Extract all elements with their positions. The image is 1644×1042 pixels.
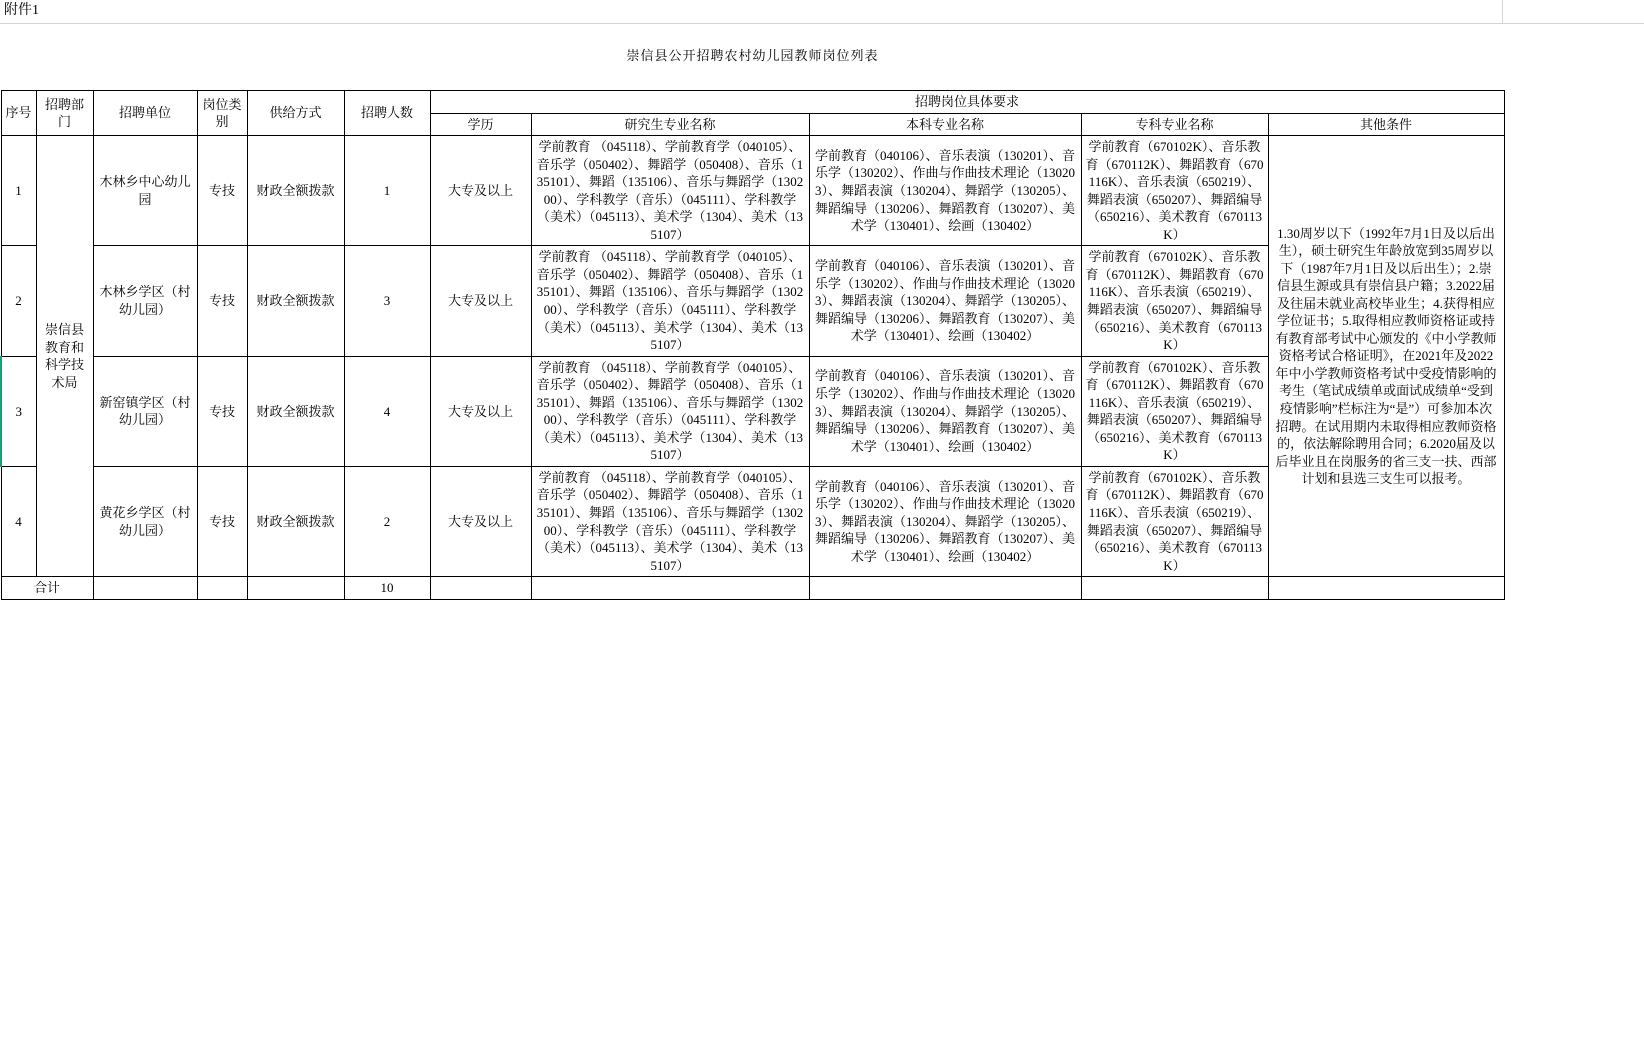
title-row-filler (1504, 24, 1644, 91)
cell-education: 大专及以上 (430, 246, 531, 356)
cell-other-conditions: 1.30周岁以下（1992年7月1日及以后出生），硕士研究生年龄放宽到35周岁以下（1987年7月1日及以后出生）；2.崇信县生源或具有崇信县户籍；3.2022届及往届未就业高校毕业生；4.获得相应学位证书；5.取得相应教师资格证或持有教育部考试中心颁发的《中小学教师资格考试合格证明》，在2021年及2022年中小学教师资格考试中受疫情影响的考生（笔试成绩单或面试成绩单“受到疫情影响”栏标注为“是”）可参加本次招聘。在试用期内未取得相应教师资格的，依法解除聘用合同；6.2020届及以后毕业且在岗服务的省三支一扶、西部计划和县选三支生可以报考。 (1268, 136, 1504, 577)
cell-job-category: 专技 (197, 466, 247, 576)
cell-undergrad-majors: 学前教育（040106）、音乐表演（130201）、音乐学（130202）、作曲与作曲技术理论（130203）、舞蹈表演（130204）、舞蹈学（130205）、舞蹈编导（130206）、舞蹈教育（130207）、美术学（130401）、绘画（130402） (809, 466, 1081, 576)
cell-graduate-majors: 学前教育 （045118）、学前教育学（040105）、音乐学（050402）、舞蹈学（050408）、音乐（135101）、舞蹈（135106）、音乐与舞蹈学（130200）、学科教学（音乐）（045111）、学科教学（美术）（045113）、美术学（1304）、美术（135107） (531, 466, 809, 576)
cell-job-category: 专技 (197, 356, 247, 466)
total-undergrad-blank (809, 577, 1081, 600)
cell-graduate-majors: 学前教育 （045118）、学前教育学（040105）、音乐学（050402）、舞蹈学（050408）、音乐（135101）、舞蹈（135106）、音乐与舞蹈学（130200）、学科教学（音乐）（045111）、学科教学（美术）（045113）、美术学（1304）、美术（135107） (531, 136, 809, 246)
attachment-row (0, 0, 1644, 24)
cell-headcount: 2 (344, 466, 430, 576)
header-graduate-majors: 研究生专业名称 (531, 113, 809, 136)
attachment-row-filler (1503, 0, 1644, 23)
total-row-filler (1504, 577, 1644, 600)
header-college-majors: 专科专业名称 (1081, 113, 1268, 136)
cell-college-majors: 学前教育（670102K）、音乐教育（670112K）、舞蹈教育（670116K）、音乐表演（650219）、舞蹈表演（650207）、舞蹈编导（650216）、美术教育（670113K） (1081, 246, 1268, 356)
cell-funding: 财政全额拨款 (247, 466, 344, 576)
cell-seq: 1 (1, 136, 36, 246)
cell-funding: 财政全额拨款 (247, 356, 344, 466)
cell-headcount: 1 (344, 136, 430, 246)
cell-unit: 黄花乡学区（村幼儿园） (93, 466, 197, 576)
cell-graduate-majors: 学前教育 （045118）、学前教育学（040105）、音乐学（050402）、舞蹈学（050408）、音乐（135101）、舞蹈（135106）、音乐与舞蹈学（130200）、学科教学（音乐）（045111）、学科教学（美术）（045113）、美术学（1304）、美术（135107） (531, 356, 809, 466)
cell-department: 崇信县教育和科学技术局 (36, 136, 93, 577)
total-education-blank (430, 577, 531, 600)
total-college-blank (1081, 577, 1268, 600)
row-filler (1504, 136, 1644, 246)
row-filler (1504, 466, 1644, 576)
header-row-1 (1, 91, 1644, 114)
cell-education: 大专及以上 (430, 356, 531, 466)
total-unit-blank (93, 577, 197, 600)
cell-undergrad-majors: 学前教育（040106）、音乐表演（130201）、音乐学（130202）、作曲与作曲技术理论（130203）、舞蹈表演（130204）、舞蹈学（130205）、舞蹈编导（130206）、舞蹈教育（130207）、美术学（130401）、绘画（130402） (809, 136, 1081, 246)
header-dept: 招聘部门 (36, 91, 93, 136)
header-requirements-group: 招聘岗位具体要求 (430, 91, 1504, 114)
table-row[interactable] (1, 136, 1644, 246)
header-job-category: 岗位类别 (197, 91, 247, 136)
cell-unit: 木林乡中心幼儿园 (93, 136, 197, 246)
title-row (1, 24, 1644, 91)
page-title: 崇信县公开招聘农村幼儿园教师岗位列表 (626, 48, 879, 64)
cell-headcount: 3 (344, 246, 430, 356)
total-label: 合计 (1, 577, 93, 600)
header-other-conditions: 其他条件 (1268, 113, 1504, 136)
cell-job-category: 专技 (197, 136, 247, 246)
header-seq: 序号 (1, 91, 36, 136)
total-funding-blank (247, 577, 344, 600)
cell-undergrad-majors: 学前教育（040106）、音乐表演（130201）、音乐学（130202）、作曲与作曲技术理论（130203）、舞蹈表演（130204）、舞蹈学（130205）、舞蹈编导（130206）、舞蹈教育（130207）、美术学（130401）、绘画（130402） (809, 246, 1081, 356)
cell-unit: 木林乡学区（村幼儿园） (93, 246, 197, 356)
cell-job-category: 专技 (197, 246, 247, 356)
cell-funding: 财政全额拨款 (247, 246, 344, 356)
header-row-filler-2 (1504, 113, 1644, 136)
cell-unit: 新窑镇学区（村幼儿园） (93, 356, 197, 466)
cell-seq: 2 (1, 246, 36, 356)
cell-college-majors: 学前教育（670102K）、音乐教育（670112K）、舞蹈教育（670116K）、音乐表演（650219）、舞蹈表演（650207）、舞蹈编导（650216）、美术教育（670113K） (1081, 136, 1268, 246)
cell-seq: 4 (1, 466, 36, 576)
header-row-filler-1 (1504, 91, 1644, 114)
row-filler (1504, 356, 1644, 466)
cell-education: 大专及以上 (430, 136, 531, 246)
header-unit: 招聘单位 (93, 91, 197, 136)
cell-headcount: 4 (344, 356, 430, 466)
sheet-bottom-edge (0, 1038, 1644, 1042)
header-funding: 供给方式 (247, 91, 344, 136)
total-row (1, 577, 1644, 600)
row-filler (1504, 246, 1644, 356)
total-other-blank (1268, 577, 1504, 600)
header-education: 学历 (430, 113, 531, 136)
job-positions-table (0, 24, 1644, 600)
header-headcount: 招聘人数 (344, 91, 430, 136)
total-category-blank (197, 577, 247, 600)
cell-college-majors: 学前教育（670102K）、音乐教育（670112K）、舞蹈教育（670116K）、音乐表演（650219）、舞蹈表演（650207）、舞蹈编导（650216）、美术教育（670113K） (1081, 466, 1268, 576)
cell-funding: 财政全额拨款 (247, 136, 344, 246)
attachment-label: 附件1 (0, 0, 1503, 23)
total-graduate-blank (531, 577, 809, 600)
cell-education: 大专及以上 (430, 466, 531, 576)
cell-college-majors: 学前教育（670102K）、音乐教育（670112K）、舞蹈教育（670116K）、音乐表演（650219）、舞蹈表演（650207）、舞蹈编导（650216）、美术教育（670113K） (1081, 356, 1268, 466)
cell-graduate-majors: 学前教育 （045118）、学前教育学（040105）、音乐学（050402）、舞蹈学（050408）、音乐（135101）、舞蹈（135106）、音乐与舞蹈学（130200）、学科教学（音乐）（045111）、学科教学（美术）（045113）、美术学（1304）、美术（135107） (531, 246, 809, 356)
header-undergrad-majors: 本科专业名称 (809, 113, 1081, 136)
cell-seq: 3 (1, 356, 36, 466)
cell-undergrad-majors: 学前教育（040106）、音乐表演（130201）、音乐学（130202）、作曲与作曲技术理论（130203）、舞蹈表演（130204）、舞蹈学（130205）、舞蹈编导（130206）、舞蹈教育（130207）、美术学（130401）、绘画（130402） (809, 356, 1081, 466)
total-headcount: 10 (344, 577, 430, 600)
